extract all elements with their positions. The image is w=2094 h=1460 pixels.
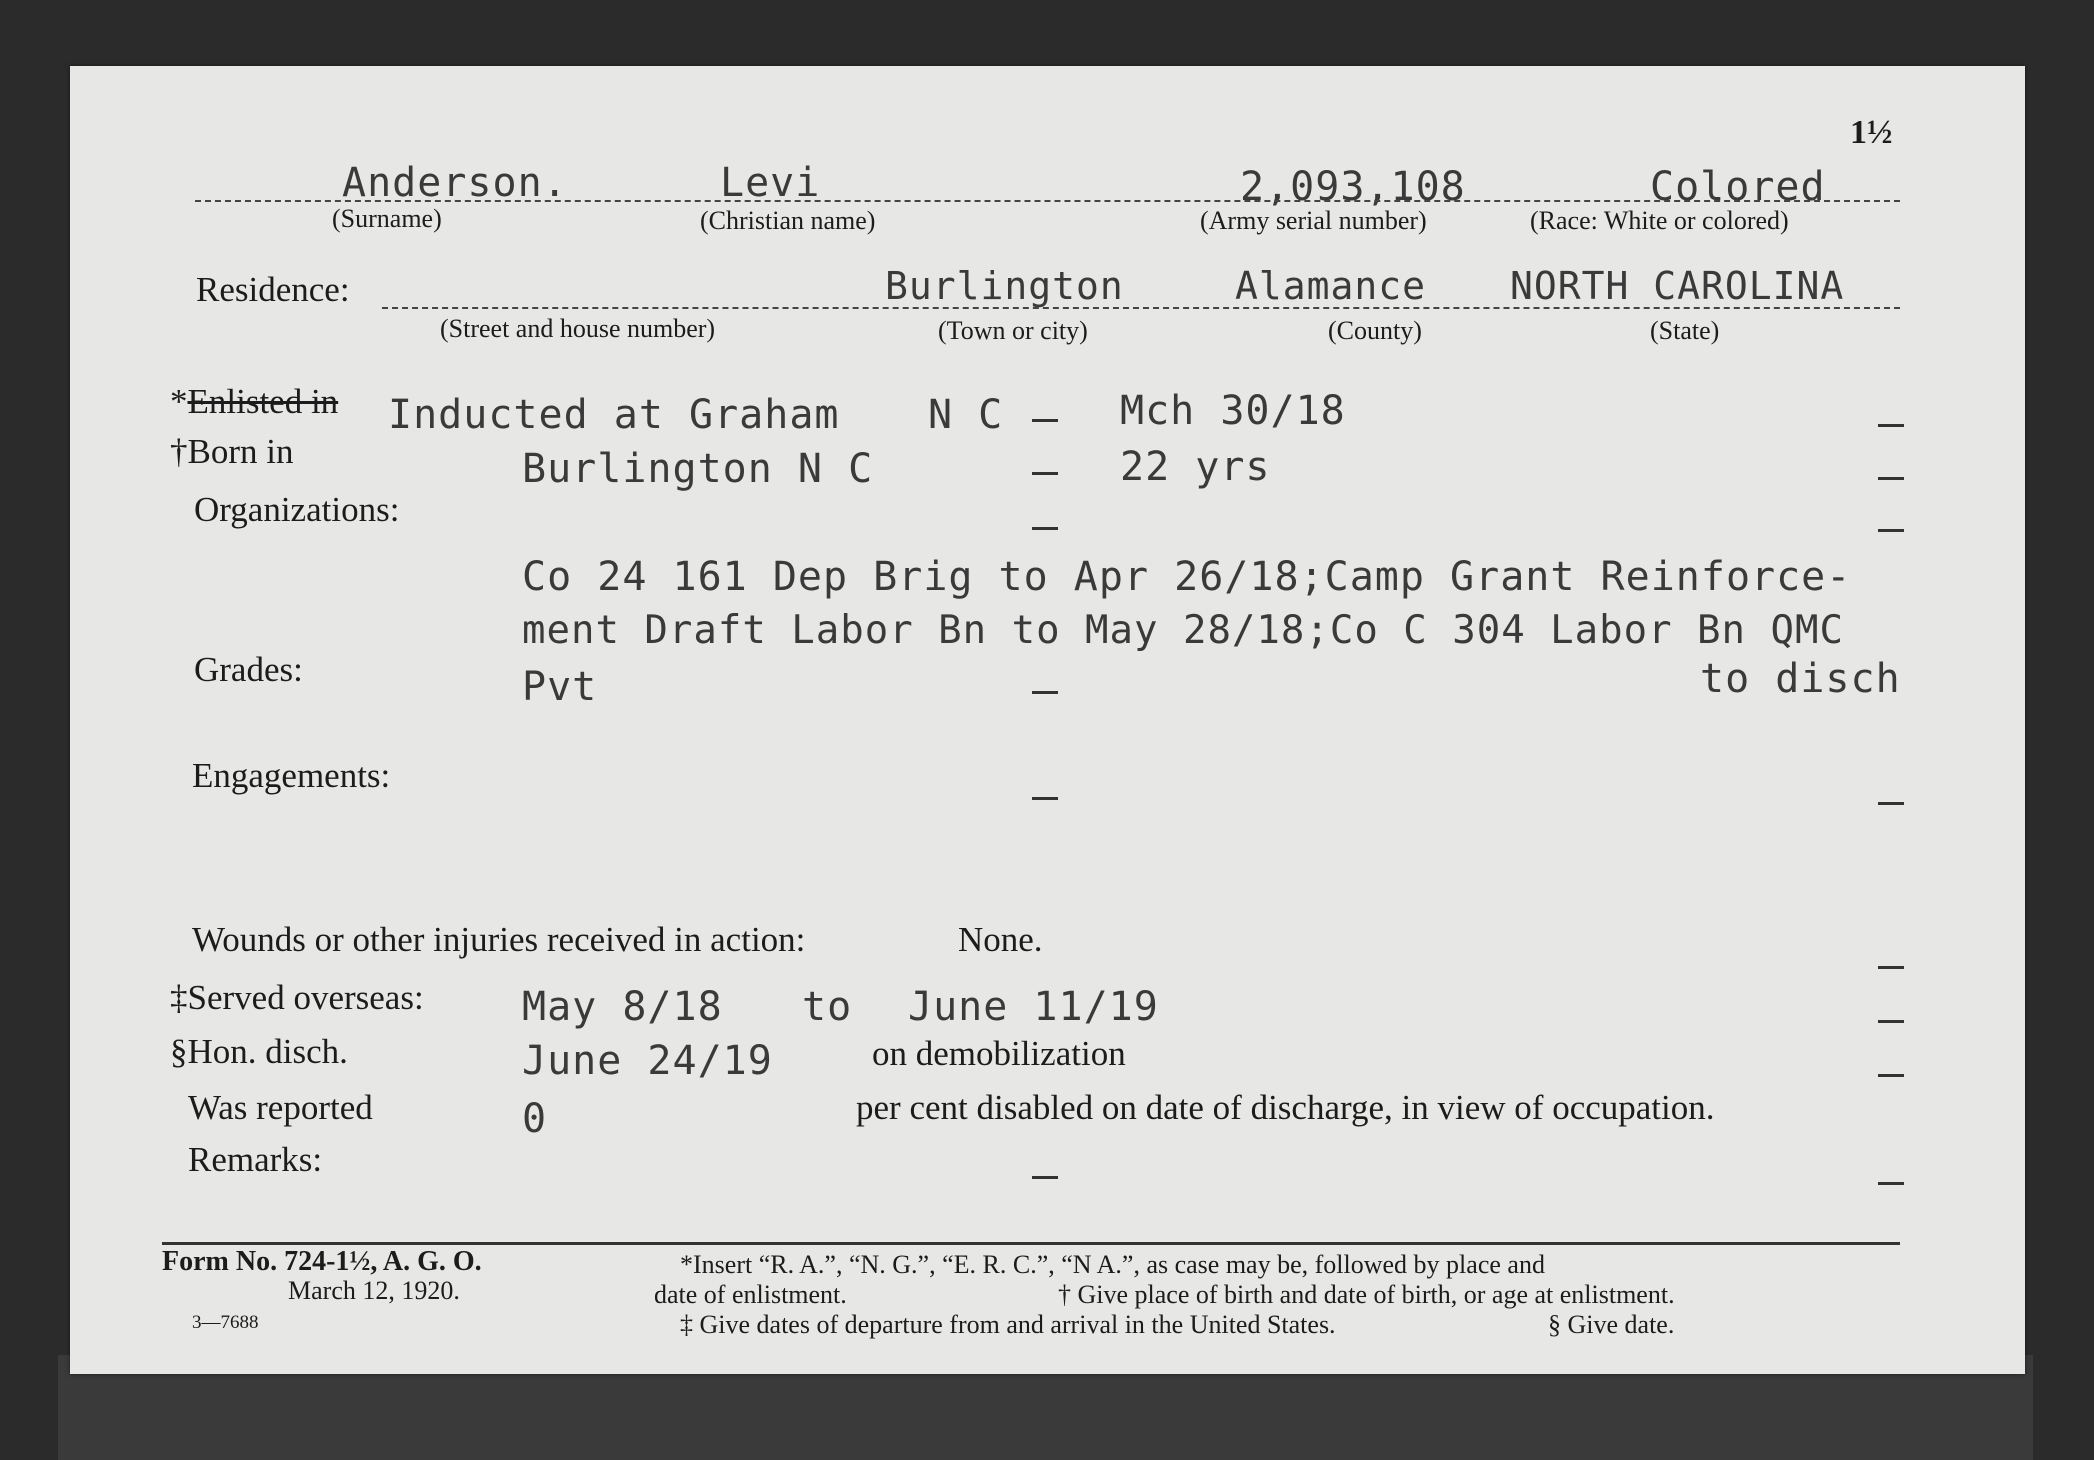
served-text: Served overseas: — [187, 978, 424, 1017]
organization-line-1: Co 24 161 Dep Brig to Apr 26/18;Camp Grant Reinforce- — [522, 554, 1852, 600]
header-rule — [195, 200, 1900, 202]
surname-value: Anderson. — [342, 160, 568, 206]
separator-dash — [1032, 691, 1058, 694]
age-value: 22 yrs — [1120, 444, 1271, 490]
wounds-label: Wounds or other injuries received in action: — [192, 920, 806, 959]
grades-label: Grades: — [194, 650, 303, 689]
residence-rule — [382, 307, 1900, 309]
hon-disch-label — [170, 1032, 348, 1072]
inducted-date: Mch 30/18 — [1120, 388, 1346, 434]
born-place: Burlington N C — [522, 446, 874, 492]
enlisted-struck-label: Enlisted in — [187, 382, 339, 421]
born-text: Born in — [187, 432, 294, 471]
hon-text: Hon. disch. — [187, 1032, 348, 1071]
margin-dash — [1878, 477, 1904, 480]
was-reported-label: Was reported — [188, 1088, 373, 1127]
section-mark: § — [170, 1032, 188, 1071]
race-caption: (Race: White or colored) — [1530, 206, 1789, 235]
asterisk-mark: * — [170, 382, 188, 421]
margin-dash — [1878, 802, 1904, 805]
engagements-label: Engagements: — [192, 756, 391, 795]
organizations-label: Organizations: — [194, 490, 400, 529]
born-label — [170, 432, 293, 472]
double-dagger-mark: ‡ — [170, 978, 188, 1017]
wounds-value: None. — [958, 920, 1043, 959]
state-caption: (State) — [1650, 316, 1720, 345]
margin-dash — [1878, 1020, 1904, 1023]
separator-dash — [1032, 1176, 1058, 1179]
served-overseas-label — [170, 978, 424, 1018]
margin-dash — [1878, 1074, 1904, 1077]
separator-dash — [1032, 419, 1058, 422]
town-caption: (Town or city) — [938, 316, 1088, 345]
dagger-mark: † — [170, 432, 188, 471]
form-date: March 12, 1920. — [288, 1276, 460, 1305]
race-value: Colored — [1650, 164, 1826, 210]
form-number: Form No. 724-1½, A. G. O. — [162, 1246, 482, 1277]
enlisted-label — [170, 382, 338, 422]
inducted-place: Inducted at Graham — [388, 392, 840, 438]
percent-disabled-value: 0 — [522, 1096, 548, 1142]
remarks-label: Remarks: — [188, 1140, 323, 1179]
serial-number-caption: (Army serial number) — [1200, 206, 1427, 235]
overseas-to-word: to — [802, 984, 853, 1030]
percent-disabled-text: per cent disabled on date of discharge, in view of occupation. — [856, 1088, 1715, 1127]
organization-line-2: ment Draft Labor Bn to May 28/18;Co C 304 Labor Bn QMC — [522, 608, 1844, 653]
margin-dash — [1878, 529, 1904, 532]
footnote-4: ‡ Give dates of departure from and arrival in the United States. — [680, 1310, 1336, 1339]
residence-label: Residence: — [196, 270, 350, 309]
christian-name-value: Levi — [720, 160, 821, 206]
overseas-to: June 11/19 — [908, 984, 1159, 1030]
christian-name-caption: (Christian name) — [700, 206, 876, 235]
grade-value: Pvt — [522, 664, 598, 710]
serial-number-value: 2,093,108 — [1240, 164, 1466, 210]
hon-disch-date: June 24/19 — [522, 1038, 773, 1084]
separator-dash — [1032, 527, 1058, 530]
footnote-1: *Insert “R. A.”, “N. G.”, “E. R. C.”, “N A.”, as case may be, followed by place and — [680, 1250, 1545, 1279]
county-caption: (County) — [1328, 316, 1422, 345]
organization-line-3: to disch — [1700, 656, 1901, 702]
residence-county: Alamance — [1235, 264, 1427, 308]
separator-dash — [1032, 472, 1058, 475]
footnote-5: § Give date. — [1548, 1310, 1675, 1339]
residence-town: Burlington — [885, 264, 1124, 308]
footer-rule — [162, 1242, 1900, 1245]
surname-caption: (Surname) — [332, 204, 442, 233]
residence-state: NORTH CAROLINA — [1510, 264, 1845, 308]
service-record-card — [70, 66, 2025, 1374]
on-demobilization-text: on demobilization — [872, 1034, 1126, 1073]
separator-dash — [1032, 797, 1058, 800]
overseas-from: May 8/18 — [522, 984, 723, 1030]
street-caption: (Street and house number) — [440, 314, 716, 343]
form-code: 3—7688 — [192, 1312, 259, 1333]
card-number: 1½ — [1850, 114, 1893, 151]
margin-dash — [1878, 1182, 1904, 1185]
footnote-2: date of enlistment. — [654, 1280, 847, 1309]
inducted-state: N C — [928, 392, 1004, 438]
margin-dash — [1878, 966, 1904, 969]
margin-dash — [1878, 424, 1904, 427]
footnote-3: † Give place of birth and date of birth, or age at enlistment. — [1058, 1280, 1675, 1309]
